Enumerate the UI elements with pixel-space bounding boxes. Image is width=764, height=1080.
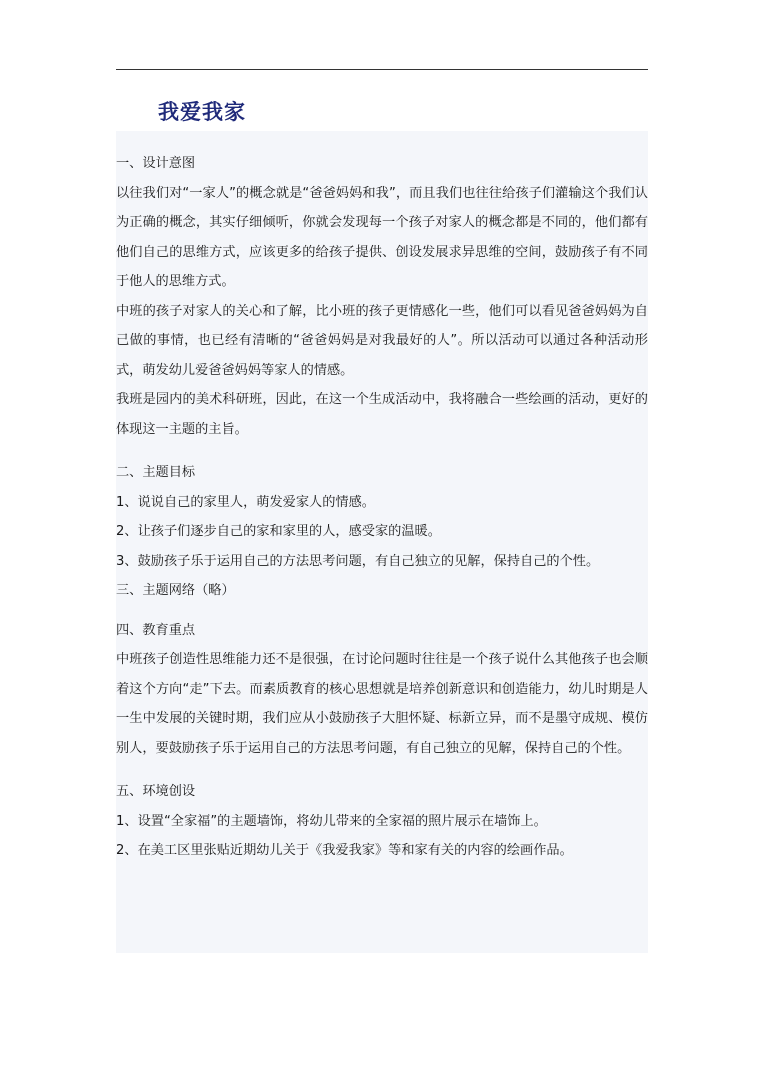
paragraph: 以往我们对“一家人”的概念就是“爸爸妈妈和我”，而且我们也往往给孩子们灌输这个我们认为正确的概念，其实仔细倾听，你就会发现每一个孩子对家人的概念都是不同的，他们都有他们自己的思维方式，应该更多的给孩子提供、创设发展求异思维的空间，鼓励孩子有不同于他人的思维方式。 (116, 185, 648, 289)
section-heading-education-focus: 四、教育重点 (116, 622, 196, 638)
section-heading-environment: 五、环境创设 (116, 784, 196, 799)
paragraph: 中班孩子创造性思维能力还不是很强，在讨论问题时往往是一个孩子说什么其他孩子也会顺着这个方向“走”下去。而素质教育的核心思想就是培养创新意识和创造能力，幼儿时期是人一生中发展的关键时期，我们应从小鼓励孩子大胆怀疑、标新立异，而不是墨守成规、模仿别人，要鼓励孩子乐于运用自己的方法思考问题，有自己独立的见解，保持自己的个性。 (116, 652, 648, 756)
spacer (116, 606, 648, 616)
document-title: 我爱我家 (158, 99, 246, 124)
list-item: 3、鼓励孩子乐于运用自己的方法思考问题，有自己独立的见解，保持自己的个性。 (116, 553, 600, 569)
section-heading-theme-network: 三、主题网络（略） (116, 583, 235, 598)
list-item: 2、让孩子们逐步自己的家和家里的人，感受家的温暖。 (116, 524, 441, 539)
list-item: 2、在美工区里张贴近期幼儿关于《我爱我家》等和家有关的内容的绘画作品。 (116, 843, 573, 858)
spacer (116, 444, 648, 458)
paragraph: 中班的孩子对家人的关心和了解，比小班的孩子更情感化一些，他们可以看见爸爸妈妈为自己做的事情，也已经有清晰的“爸爸妈妈是对我最好的人”。所以活动可以通过各种活动形式，萌发幼儿爱爸爸妈妈等家人的情感。 (116, 303, 648, 378)
section-heading-design-intent: 一、设计意图 (116, 156, 196, 171)
section-heading-theme-goals: 二、主题目标 (116, 465, 196, 480)
list-item: 1、设置“全家福”的主题墙饰，将幼儿带来的全家福的照片展示在墙饰上。 (116, 813, 547, 829)
document-body (116, 131, 648, 953)
paragraph: 我班是园内的美术科研班，因此，在这一个生成活动中，我将融合一些绘画的活动，更好的体现这一主题的主旨。 (116, 392, 648, 437)
header-rule (116, 69, 648, 70)
list-item: 1、说说自己的家里人，萌发爱家人的情感。 (116, 494, 375, 510)
spacer (116, 763, 648, 777)
